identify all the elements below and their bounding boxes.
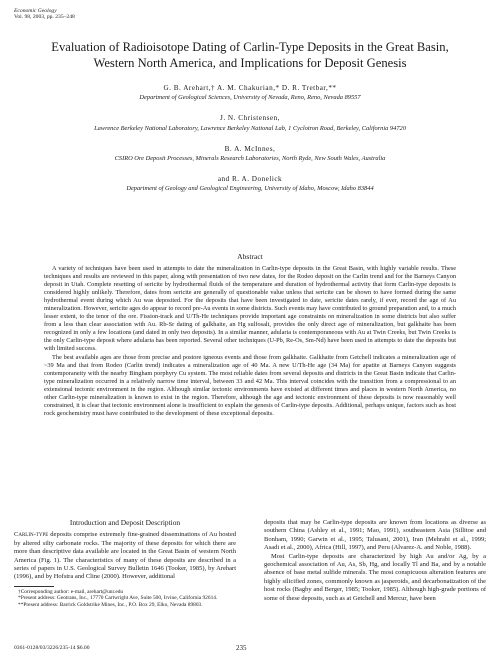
intro-paragraph-1 [14, 531, 236, 581]
title-line-2: Western North America, and Implications for Deposit Genesis [93, 55, 407, 70]
publication-identifier: 0361-0128/03/3226/235-14 $6.00 [14, 645, 90, 651]
affiliation-3: CSIRO Ore Deposit Processes, Minerals Research Laboratories, North Ryde, New South Wales, Australia [114, 155, 386, 163]
page-number: 235 [236, 644, 247, 652]
abstract-paragraph-1: A variety of techniques have been used in attempts to date the mineralization in Carlin-type deposits in the Great Basin, with highly variable results. These techniques and results are reviewed in this paper, along with presentation of two new dates, for the Rodeo deposit on the Carlin trend and for the Barneys Canyon deposit in Utah. Complete resetting of sericite by hydrothermal fluids of the temperature and duration of hydrothermal activity that form Carlin-type deposits is considered highly unlikely. Therefore, dates from sericite are generally of questionable value unless that sericite can be shown to have formed during the same hydrothermal event during which Au was deposited. For the deposits that have been investigated to date, sericite dates rarely, if ever, record the age of Au mineralization. However, sericite ages do appear to record pre-Au events in some districts. Such events may have contributed to ground preparation and, to a much lesser extent, to the tenor of the ore. Fission-track and U/Th-He techniques provide important age constraints on mineralization in some districts but also suffer from a less than clear association with Au. Rb-Sr dating of galkhaite, an Hg sulfosalt, provides the only direct age of mineralization, but galkhaite has been recognized in only a few locations (and dated in only two deposits). In a similar manner, adularia is contemporaneous with Au at Twin Creeks, but Twin Creeks is the only Carlin-type deposit where adularia has been reported. Several other techniques (U-Pb, Re-Os, Sm-Nd) have been used in attempts to date the deposits but with limited success. [44, 265, 456, 353]
affiliation-2: Lawrence Berkeley National Laboratory, Lawrence Berkeley National Lab, 1 Cyclotron Road, Berkeley, California 94720 [94, 124, 406, 132]
journal-header [14, 8, 75, 21]
author-block [14, 84, 486, 194]
right-column [264, 519, 486, 603]
footnote-corresponding-author: †Corresponding author: e-mail, arehart@unr.edu [18, 588, 124, 595]
affiliation-1: Department of Geological Sciences, University of Nevada, Reno, Reno, Nevada 89557 [139, 94, 361, 102]
abstract-paragraph-2: The best available ages are those from precise and postore igneous events and those from galkhaite. Galkhaite from Getchell indicates a mineralization age of ~39 Ma and that from Rodeo (Carlin trend) indicates a mineralization age of 40 Ma. A new U/Th-He age (34 Ma) for apatite at Barneys Canyon suggests contemporaneity with the nearby Bingham porphyry Cu system. The most reliable dates from several deposits and districts in the Great Basin indicate that Carlin-type mineralization occurred in a relatively narrow time interval, between 33 and 42 Ma. This interval coincides with the transition from a compressional to an extensional tectonic environment in the region. Although similar tectonic environments have existed at different times and places in western North America, no other Carlin-type mineralization is known to exist in the region. Therefore, although the age and tectonic environment of these deposits is now reasonably well constrained, it is clear that tectonic environment alone is insufficient to explain the genesis of Carlin-type deposits. Additional, perhaps unique, factors such as host rock geochemistry must have contributed to the development of these exceptional deposits. [44, 353, 456, 417]
abstract-body [44, 265, 456, 418]
paper-title [30, 40, 470, 71]
intro-paragraph-1-continued: deposits that may be Carlin-type deposits are known from locations as diverse as southern China (Ashley et al., 1991; Mao, 1991), southeastern Asia (Sillitoe and Bonham, 1990; Garwin et al., 1995; Talusani, 2001), Iran (Mehrabi et al., 1999; Asadi et al., 2000), Africa (Hill, 1997), and Peru (Alvarez-A. and Noble, 1988). [264, 519, 486, 552]
journal-volume: Vol. 98, 2003, pp. 235–248 [14, 14, 75, 21]
footnote-present-address-2: **Present address: Barrick Goldstrike Mines, Inc., P.O. Box 29, Elko, Nevada 89803. [18, 602, 203, 609]
abstract-heading: Abstract [237, 252, 263, 261]
author-names-1: G. B. Arehart,† A. M. Chakurian,* D. R. Tretbar,** [163, 84, 337, 92]
footnote-present-address-1: *Present address: Geotrans, Inc., 17770 Cartwright Ave, Suite 500, Irvine, California 92614. [18, 595, 218, 602]
intro-lead-word: Carlin-type [14, 531, 49, 539]
author-names-2: J. N. Christensen, [220, 114, 280, 123]
section-heading-introduction: Introduction and Deposit Description [69, 518, 181, 527]
title-line-1: Evaluation of Radioisotope Dating of Carlin-Type Deposits in the Great Basin, [51, 40, 449, 54]
author-names-4: and R. A. Donelick [217, 175, 283, 184]
left-column [14, 519, 236, 609]
footnote-divider [14, 586, 54, 587]
author-names-3: B. A. McInnes, [224, 144, 276, 153]
journal-name: Economic Geology [14, 8, 57, 14]
affiliation-4: Department of Geology and Geological Engineering, University of Idaho, Moscow, Idaho 83844 [126, 185, 374, 193]
intro-paragraph-2: Most Carlin-type deposits are characterized by high Au and/or Ag, by a geochemical association of Au, As, Sb, Hg, and locally Tl and Ba, and by a notable absence of base metal sulfide minerals. The most conspicuous alteration features are highly silicified zones, commonly known as jasperoids, and decarbonatization of the host rocks (Bagby and Berger, 1985; Tooker, 1985). Although high-grade portions of some of these deposits, such as at Getchell and Mercur, have been [264, 552, 486, 602]
intro-paragraph-1-text: deposits comprise extremely fine-grained disseminations of Au hosted by altered silty carbonate rocks. The majority of these deposits for which there are more than descriptive data available are located in the Great Basin of western North America (Fig. 1). The characteristics of many of these deposits are described in a series of papers in U.S. Geological Survey Bulletin 1646 (Tooker, 1985), by Arehart (1996), and by Hofstra and Cline (2000). However, additional [14, 531, 236, 581]
